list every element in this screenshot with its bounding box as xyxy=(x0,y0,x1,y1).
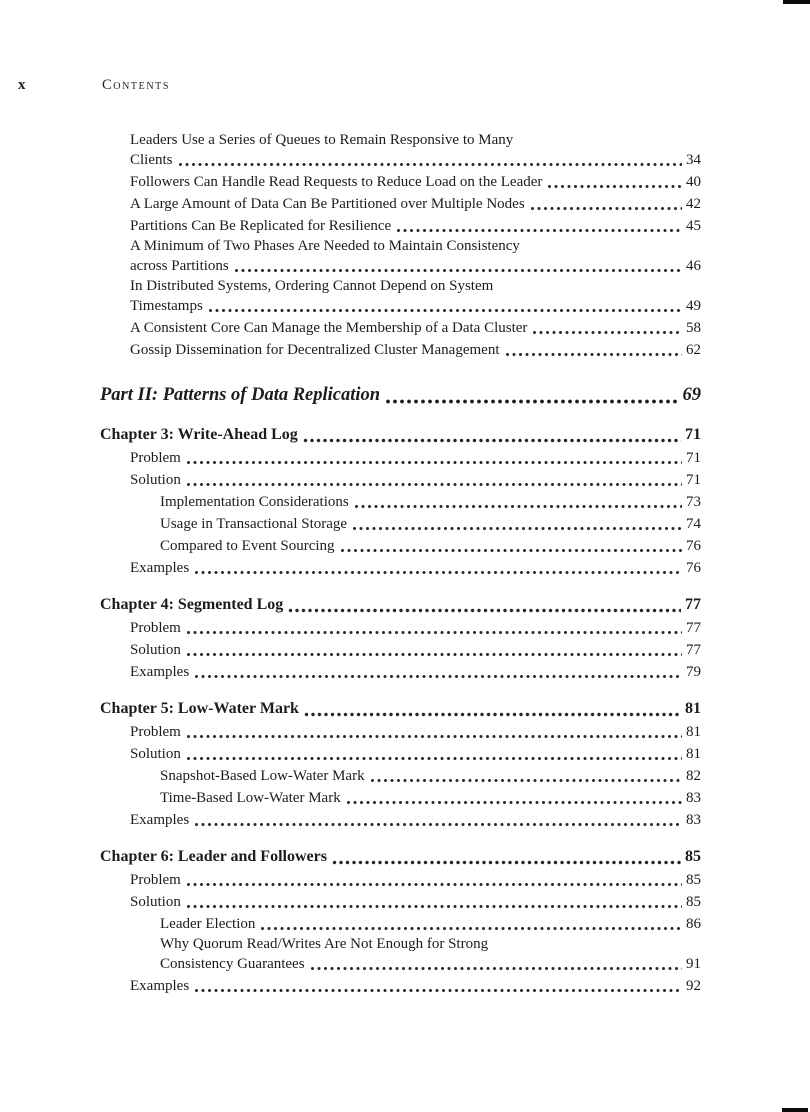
toc-sub-entry xyxy=(100,193,701,215)
page-number: 77 xyxy=(686,620,701,636)
toc-subsub-entry xyxy=(100,765,701,787)
toc-entry-line xyxy=(100,381,701,409)
entry-title: across Partitions xyxy=(130,258,229,274)
entry-title: A Large Amount of Data Can Be Partitioned over Multiple Nodes xyxy=(130,196,525,212)
dot-leader xyxy=(178,160,682,169)
toc-entry-line xyxy=(130,975,701,997)
toc-entry-line xyxy=(130,721,701,743)
toc-sub-entry xyxy=(100,215,701,237)
toc-entry-line xyxy=(130,317,701,339)
toc-entry-line xyxy=(130,255,701,277)
dot-leader xyxy=(186,902,682,911)
entry-title: A Minimum of Two Phases Are Needed to Maintain Consistency xyxy=(130,238,520,254)
entry-title: Followers Can Handle Read Requests to Reduce Load on the Leader xyxy=(130,174,543,190)
page-number: 77 xyxy=(686,642,701,658)
entry-title: In Distributed Systems, Ordering Cannot Depend on System xyxy=(130,278,494,294)
entry-title: Problem xyxy=(130,724,181,740)
page-number: 81 xyxy=(685,700,701,717)
dot-leader xyxy=(530,204,682,213)
dot-leader xyxy=(310,964,682,973)
page-number-folio: x xyxy=(18,77,26,93)
entry-title: Solution xyxy=(130,746,181,762)
toc-entry-line xyxy=(160,787,701,809)
toc-sub-entry xyxy=(100,317,701,339)
page-number: 86 xyxy=(686,916,701,932)
entry-title: Examples xyxy=(130,978,190,994)
page-number: 46 xyxy=(686,258,701,274)
dot-leader xyxy=(303,436,681,445)
entry-title: Solution xyxy=(130,894,181,910)
dot-leader xyxy=(186,732,682,741)
entry-title: Problem xyxy=(130,450,181,466)
dot-leader xyxy=(370,776,682,785)
page-number: 85 xyxy=(686,894,701,910)
toc-sub-entry xyxy=(100,277,701,317)
toc-entry-line xyxy=(130,661,701,683)
toc-entry-line xyxy=(130,809,701,831)
entry-title: Snapshot-Based Low-Water Mark xyxy=(160,768,365,784)
dot-leader xyxy=(346,798,682,807)
dot-leader xyxy=(332,858,681,867)
toc-entry-line xyxy=(160,513,701,535)
toc-entry-line xyxy=(100,845,701,869)
toc-entry-line xyxy=(130,277,701,295)
page-number: 76 xyxy=(686,560,701,576)
dot-leader xyxy=(354,502,682,511)
toc-sub-entry xyxy=(100,721,701,743)
dot-leader xyxy=(186,458,682,467)
toc-sub-entry xyxy=(100,891,701,913)
entry-title: Compared to Event Sourcing xyxy=(160,538,335,554)
toc-entry-line xyxy=(100,423,701,447)
page-number: 42 xyxy=(686,196,701,212)
toc-entry-line xyxy=(160,913,701,935)
toc-sub-entry xyxy=(100,447,701,469)
toc-entry-line xyxy=(130,171,701,193)
dot-leader xyxy=(547,182,682,191)
toc-sub-entry xyxy=(100,975,701,997)
page-number: 83 xyxy=(686,812,701,828)
dot-leader xyxy=(194,986,682,995)
toc-sub-entry xyxy=(100,743,701,765)
toc-entry-line xyxy=(130,149,701,171)
page-number: 85 xyxy=(685,848,701,865)
page-number: 81 xyxy=(686,746,701,762)
dot-leader xyxy=(208,306,682,315)
toc-sub-entry xyxy=(100,469,701,491)
entry-title: Partitions Can Be Replicated for Resilience xyxy=(130,218,392,234)
page-number: 73 xyxy=(686,494,701,510)
toc-sub-entry xyxy=(100,237,701,277)
running-head: Contents xyxy=(102,77,171,93)
dot-leader xyxy=(505,350,683,359)
toc-entry-line xyxy=(160,935,701,953)
entry-title: Problem xyxy=(130,872,181,888)
entry-title: Gossip Dissemination for Decentralized Cluster Management xyxy=(130,342,500,358)
toc-entry-line xyxy=(130,447,701,469)
entry-title: Chapter 5: Low-Water Mark xyxy=(100,700,299,717)
toc-entry-line xyxy=(160,765,701,787)
scan-artifact-top-right xyxy=(783,0,810,4)
page-number: 79 xyxy=(686,664,701,680)
toc-chapter-entry xyxy=(100,845,701,869)
page-number: 71 xyxy=(685,426,701,443)
dot-leader xyxy=(234,266,682,275)
toc-entry-line xyxy=(130,469,701,491)
toc-entry-line xyxy=(130,557,701,579)
toc-entry-line xyxy=(130,891,701,913)
entry-title: Examples xyxy=(130,560,190,576)
dot-leader xyxy=(260,924,682,933)
dot-leader xyxy=(385,397,678,406)
page-number: 58 xyxy=(686,320,701,336)
toc-entry-line xyxy=(160,491,701,513)
toc-sub-entry xyxy=(100,131,701,171)
toc-entry-line xyxy=(160,535,701,557)
toc-chapter-entry xyxy=(100,593,701,617)
toc-entry-line xyxy=(130,639,701,661)
toc-sub-entry xyxy=(100,339,701,361)
toc-entry-line xyxy=(130,237,701,255)
entry-title: Examples xyxy=(130,664,190,680)
page-number: 71 xyxy=(686,472,701,488)
toc-entry-line xyxy=(130,295,701,317)
scan-artifact-bottom-right xyxy=(782,1108,808,1112)
toc-entry-line xyxy=(130,193,701,215)
page-number: 81 xyxy=(686,724,701,740)
entry-title: Time-Based Low-Water Mark xyxy=(160,790,341,806)
entry-title: Consistency Guarantees xyxy=(160,956,305,972)
page-number: 77 xyxy=(685,596,701,613)
page-number: 71 xyxy=(686,450,701,466)
dot-leader xyxy=(340,546,682,555)
page-number: 62 xyxy=(686,342,701,358)
toc-subsub-entry xyxy=(100,935,701,975)
page-number: 45 xyxy=(686,218,701,234)
dot-leader xyxy=(186,628,682,637)
toc-part-entry xyxy=(100,381,701,409)
entry-title: A Consistent Core Can Manage the Membership of a Data Cluster xyxy=(130,320,528,336)
dot-leader xyxy=(186,650,682,659)
toc-subsub-entry xyxy=(100,787,701,809)
dot-leader xyxy=(186,754,682,763)
entry-title: Examples xyxy=(130,812,190,828)
toc-entry-line xyxy=(160,953,701,975)
toc-sub-entry xyxy=(100,171,701,193)
dot-leader xyxy=(304,710,681,719)
toc-entry-line xyxy=(130,131,701,149)
toc-sub-entry xyxy=(100,809,701,831)
dot-leader xyxy=(186,480,682,489)
toc-entry-line xyxy=(130,339,701,361)
dot-leader xyxy=(194,820,682,829)
dot-leader xyxy=(186,880,682,889)
entry-title: Leader Election xyxy=(160,916,256,932)
entry-title: Part II: Patterns of Data Replication xyxy=(100,385,381,405)
toc-sub-entry xyxy=(100,869,701,891)
toc-sub-entry xyxy=(100,557,701,579)
toc-entry-line xyxy=(130,869,701,891)
page-number: 85 xyxy=(686,872,701,888)
entry-title: Leaders Use a Series of Queues to Remain Responsive to Many xyxy=(130,132,514,148)
dot-leader xyxy=(194,672,682,681)
toc-subsub-entry xyxy=(100,913,701,935)
toc-sub-entry xyxy=(100,661,701,683)
entry-title: Timestamps xyxy=(130,298,203,314)
entry-title: Implementation Considerations xyxy=(160,494,349,510)
page-number: 69 xyxy=(682,385,701,405)
toc-chapter-entry xyxy=(100,423,701,447)
dot-leader xyxy=(194,568,682,577)
toc-entry-line xyxy=(100,697,701,721)
entry-title: Solution xyxy=(130,642,181,658)
toc-subsub-entry xyxy=(100,513,701,535)
entry-title: Problem xyxy=(130,620,181,636)
toc-sub-entry xyxy=(100,639,701,661)
page-number: 34 xyxy=(686,152,701,168)
page-number: 74 xyxy=(686,516,701,532)
dot-leader xyxy=(352,524,682,533)
toc-subsub-entry xyxy=(100,491,701,513)
entry-title: Chapter 4: Segmented Log xyxy=(100,596,284,613)
page-number: 82 xyxy=(686,768,701,784)
page-number: 91 xyxy=(686,956,701,972)
dot-leader xyxy=(396,226,682,235)
dot-leader xyxy=(532,328,682,337)
entry-title: Solution xyxy=(130,472,181,488)
entry-title: Usage in Transactional Storage xyxy=(160,516,348,532)
toc-sub-entry xyxy=(100,617,701,639)
page-number: 92 xyxy=(686,978,701,994)
page-number: 40 xyxy=(686,174,701,190)
page-number: 76 xyxy=(686,538,701,554)
dot-leader xyxy=(288,606,681,615)
toc-subsub-entry xyxy=(100,535,701,557)
entry-title: Why Quorum Read/Writes Are Not Enough for Strong xyxy=(160,936,489,952)
page-number: 83 xyxy=(686,790,701,806)
toc-entry-line xyxy=(130,743,701,765)
entry-title: Clients xyxy=(130,152,173,168)
entry-title: Chapter 6: Leader and Followers xyxy=(100,848,327,865)
toc-entry-line xyxy=(100,593,701,617)
toc-chapter-entry xyxy=(100,697,701,721)
page-number: 49 xyxy=(686,298,701,314)
entry-title: Chapter 3: Write-Ahead Log xyxy=(100,426,298,443)
table-of-contents xyxy=(100,131,701,997)
toc-entry-line xyxy=(130,617,701,639)
toc-entry-line xyxy=(130,215,701,237)
